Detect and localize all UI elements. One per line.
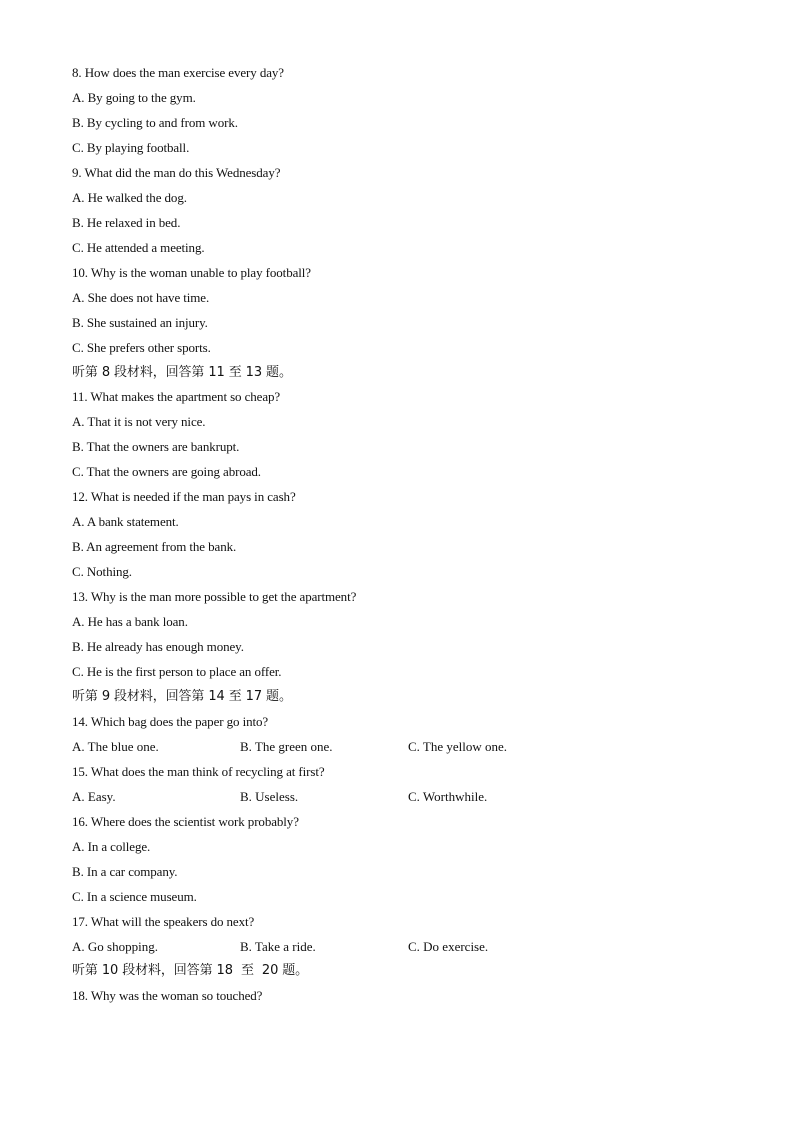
question-10-stem: 10. Why is the woman unable to play football? [72,265,311,280]
question-15-stem: 15. What does the man think of recycling at first? [72,764,325,779]
question-14-option-a: A. The blue one. [72,739,159,754]
question-12-option-b: B. An agreement from the bank. [72,539,237,554]
question-11-stem: 11. What makes the apartment so cheap? [72,389,281,404]
question-16-stem: 16. Where does the scientist work probably? [72,814,299,829]
question-12-stem: 12. What is needed if the man pays in cash? [72,489,296,504]
question-8-option-a: A. By going to the gym. [72,90,196,105]
question-17-option-c: C. Do exercise. [408,939,489,954]
question-11-option-b: B. That the owners are bankrupt. [72,439,240,454]
question-17-options [72,938,722,956]
question-15-option-c: C. Worthwhile. [408,789,488,804]
question-9-stem: 9. What did the man do this Wednesday? [72,165,281,180]
question-11-option-a: A. That it is not very nice. [72,414,206,429]
question-14-stem: 14. Which bag does the paper go into? [72,714,269,729]
question-16-option-c: C. In a science museum. [72,889,197,904]
question-9-option-b: B. He relaxed in bed. [72,215,181,230]
question-14-option-c: C. The yellow one. [408,739,508,754]
question-16-option-a: A. In a college. [72,839,151,854]
question-17-stem: 17. What will the speakers do next? [72,914,255,929]
question-9-option-a: A. He walked the dog. [72,190,187,205]
section-10-heading: 听第 10 段材料，回答第 18 至 20 题。 [72,963,309,978]
question-16-option-b: B. In a car company. [72,864,178,879]
question-15-options [72,788,722,806]
question-13-stem: 13. Why is the man more possible to get the apartment? [72,589,357,604]
section-9-heading: 听第 9 段材料，回答第 14 至 17 题。 [72,689,292,704]
question-11-option-c: C. That the owners are going abroad. [72,464,261,479]
question-17-option-b: B. Take a ride. [240,939,316,954]
question-14-option-b: B. The green one. [240,739,333,754]
question-14-options [72,738,722,756]
question-13-option-a: A. He has a bank loan. [72,614,188,629]
question-12-option-c: C. Nothing. [72,564,132,579]
question-15-option-a: A. Easy. [72,789,116,804]
question-8-option-b: B. By cycling to and from work. [72,115,238,130]
question-8-option-c: C. By playing football. [72,140,190,155]
question-10-option-b: B. She sustained an injury. [72,315,208,330]
question-10-option-a: A. She does not have time. [72,290,210,305]
question-10-option-c: C. She prefers other sports. [72,340,211,355]
question-17-option-a: A. Go shopping. [72,939,158,954]
question-8-stem: 8. How does the man exercise every day? [72,65,284,80]
section-8-heading: 听第 8 段材料，回答第 11 至 13 题。 [72,365,292,380]
question-12-option-a: A. A bank statement. [72,514,179,529]
question-13-option-c: C. He is the first person to place an offer. [72,664,282,679]
question-9-option-c: C. He attended a meeting. [72,240,205,255]
question-13-option-b: B. He already has enough money. [72,639,244,654]
question-15-option-b: B. Useless. [240,789,299,804]
question-18-stem: 18. Why was the woman so touched? [72,988,263,1003]
